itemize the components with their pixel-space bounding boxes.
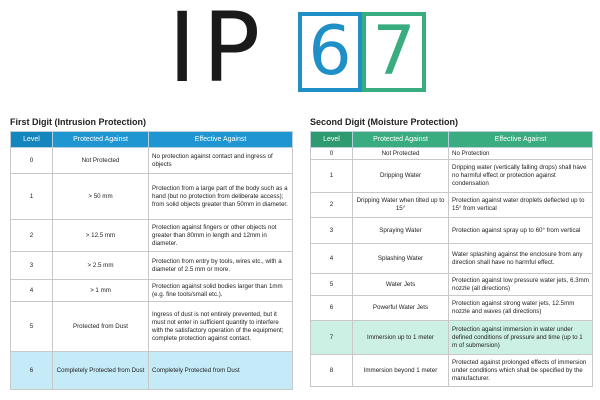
effective-against-cell: Protection against strong water jets, 12.5mm nozzle and waves (all directions) [449, 296, 593, 321]
protected-against-cell: Powerful Water Jets [353, 296, 449, 321]
table-row [311, 244, 593, 274]
table-row [11, 174, 293, 220]
table-row [311, 355, 593, 387]
first-digit-title: First Digit (Intrusion Protection) [10, 117, 146, 127]
table-row [311, 321, 593, 355]
protected-against-cell: Splashing Water [353, 244, 449, 274]
effective-against-cell: Protection against water droplets deflected up to 15° from vertical [449, 193, 593, 218]
effective-against-cell: Protection from entry by tools, wires etc., with a diameter of 2.5 mm or more. [149, 252, 293, 280]
level-cell: 0 [11, 148, 53, 174]
protected-against-cell: Protected from Dust [53, 302, 149, 352]
protected-against-cell: Dripping Water when tilted up to 15° [353, 193, 449, 218]
table-header-row [11, 132, 293, 148]
protected-against-cell: > 12.5 mm [53, 220, 149, 252]
effective-against-cell: Protection against immersion in water under defined conditions of pressure and time (up to 1 m of submersion) [449, 321, 593, 355]
level-cell: 6 [11, 352, 53, 390]
table-row [11, 252, 293, 280]
protected-against-cell: > 50 mm [53, 174, 149, 220]
table-row [11, 148, 293, 174]
column-header-protected-against: Protected Against [353, 132, 449, 148]
table-row [311, 296, 593, 321]
table-row [311, 160, 593, 193]
table-row [11, 220, 293, 252]
protected-against-cell: Immersion beyond 1 meter [353, 355, 449, 387]
level-cell: 4 [311, 244, 353, 274]
level-cell: 1 [311, 160, 353, 193]
ip-letters: IP [168, 0, 267, 104]
effective-against-cell: No protection against contact and ingress of objects [149, 148, 293, 174]
table-row [311, 218, 593, 244]
effective-against-cell: Protection against solid bodies larger than 1mm (e.g. fine tools/small etc.). [149, 280, 293, 302]
protected-against-cell: Spraying Water [353, 218, 449, 244]
effective-against-cell: Water splashing against the enclosure from any direction shall have no harmful effect. [449, 244, 593, 274]
level-cell: 3 [311, 218, 353, 244]
level-cell: 6 [311, 296, 353, 321]
protected-against-cell: Not Protected [53, 148, 149, 174]
protected-against-cell: Completely Protected from Dust [53, 352, 149, 390]
level-cell: 0 [311, 148, 353, 160]
column-header-effective-against: Effective Against [149, 132, 293, 148]
column-header-level: Level [311, 132, 353, 148]
level-cell: 1 [11, 174, 53, 220]
intrusion-protection-table [10, 131, 293, 390]
protected-against-cell: > 1 mm [53, 280, 149, 302]
first-digit-box: 6 [298, 12, 362, 92]
level-cell: 2 [11, 220, 53, 252]
column-header-effective-against: Effective Against [449, 132, 593, 148]
table-header-row [311, 132, 593, 148]
table-row [11, 280, 293, 302]
protected-against-cell: Immersion up to 1 meter [353, 321, 449, 355]
effective-against-cell: Protection against low pressure water jets, 6.3mm nozzle (all directions) [449, 274, 593, 296]
table-row [11, 352, 293, 390]
protected-against-cell: Dripping Water [353, 160, 449, 193]
column-header-level: Level [11, 132, 53, 148]
level-cell: 8 [311, 355, 353, 387]
effective-against-cell: Protection against spray up to 60° from vertical [449, 218, 593, 244]
effective-against-cell: Dripping water (vertically falling drops) shall have no harmful effect or protection against condensation [449, 160, 593, 193]
level-cell: 4 [11, 280, 53, 302]
protected-against-cell: > 2.5 mm [53, 252, 149, 280]
table-row [311, 148, 593, 160]
level-cell: 5 [311, 274, 353, 296]
effective-against-cell: Ingress of dust is not entirely prevented, but it must not enter in sufficient quantity to interfere with the satisfactory operation of the equipment; complete protection against contact. [149, 302, 293, 352]
column-header-protected-against: Protected Against [53, 132, 149, 148]
table-row [311, 274, 593, 296]
level-cell: 3 [11, 252, 53, 280]
table-row [11, 302, 293, 352]
ip67-logo [0, 0, 600, 104]
effective-against-cell: Completely Protected from Dust [149, 352, 293, 390]
protected-against-cell: Water Jets [353, 274, 449, 296]
effective-against-cell: Protection from a large part of the body such as a hand (but no protection from deliberate access); from solid objects greater than 50mm in diameter. [149, 174, 293, 220]
level-cell: 2 [311, 193, 353, 218]
second-digit-title: Second Digit (Moisture Protection) [310, 117, 459, 127]
level-cell: 7 [311, 321, 353, 355]
protected-against-cell: Not Protected [353, 148, 449, 160]
moisture-protection-table [310, 131, 593, 387]
level-cell: 5 [11, 302, 53, 352]
effective-against-cell: Protection against fingers or other objects not greater than 80mm in length and 12mm in diameter. [149, 220, 293, 252]
effective-against-cell: Protected against prolonged effects of immersion under conditions which shall be specified by the manufacturer. [449, 355, 593, 387]
second-digit-box: 7 [362, 12, 426, 92]
effective-against-cell: No Protection [449, 148, 593, 160]
table-row [311, 193, 593, 218]
